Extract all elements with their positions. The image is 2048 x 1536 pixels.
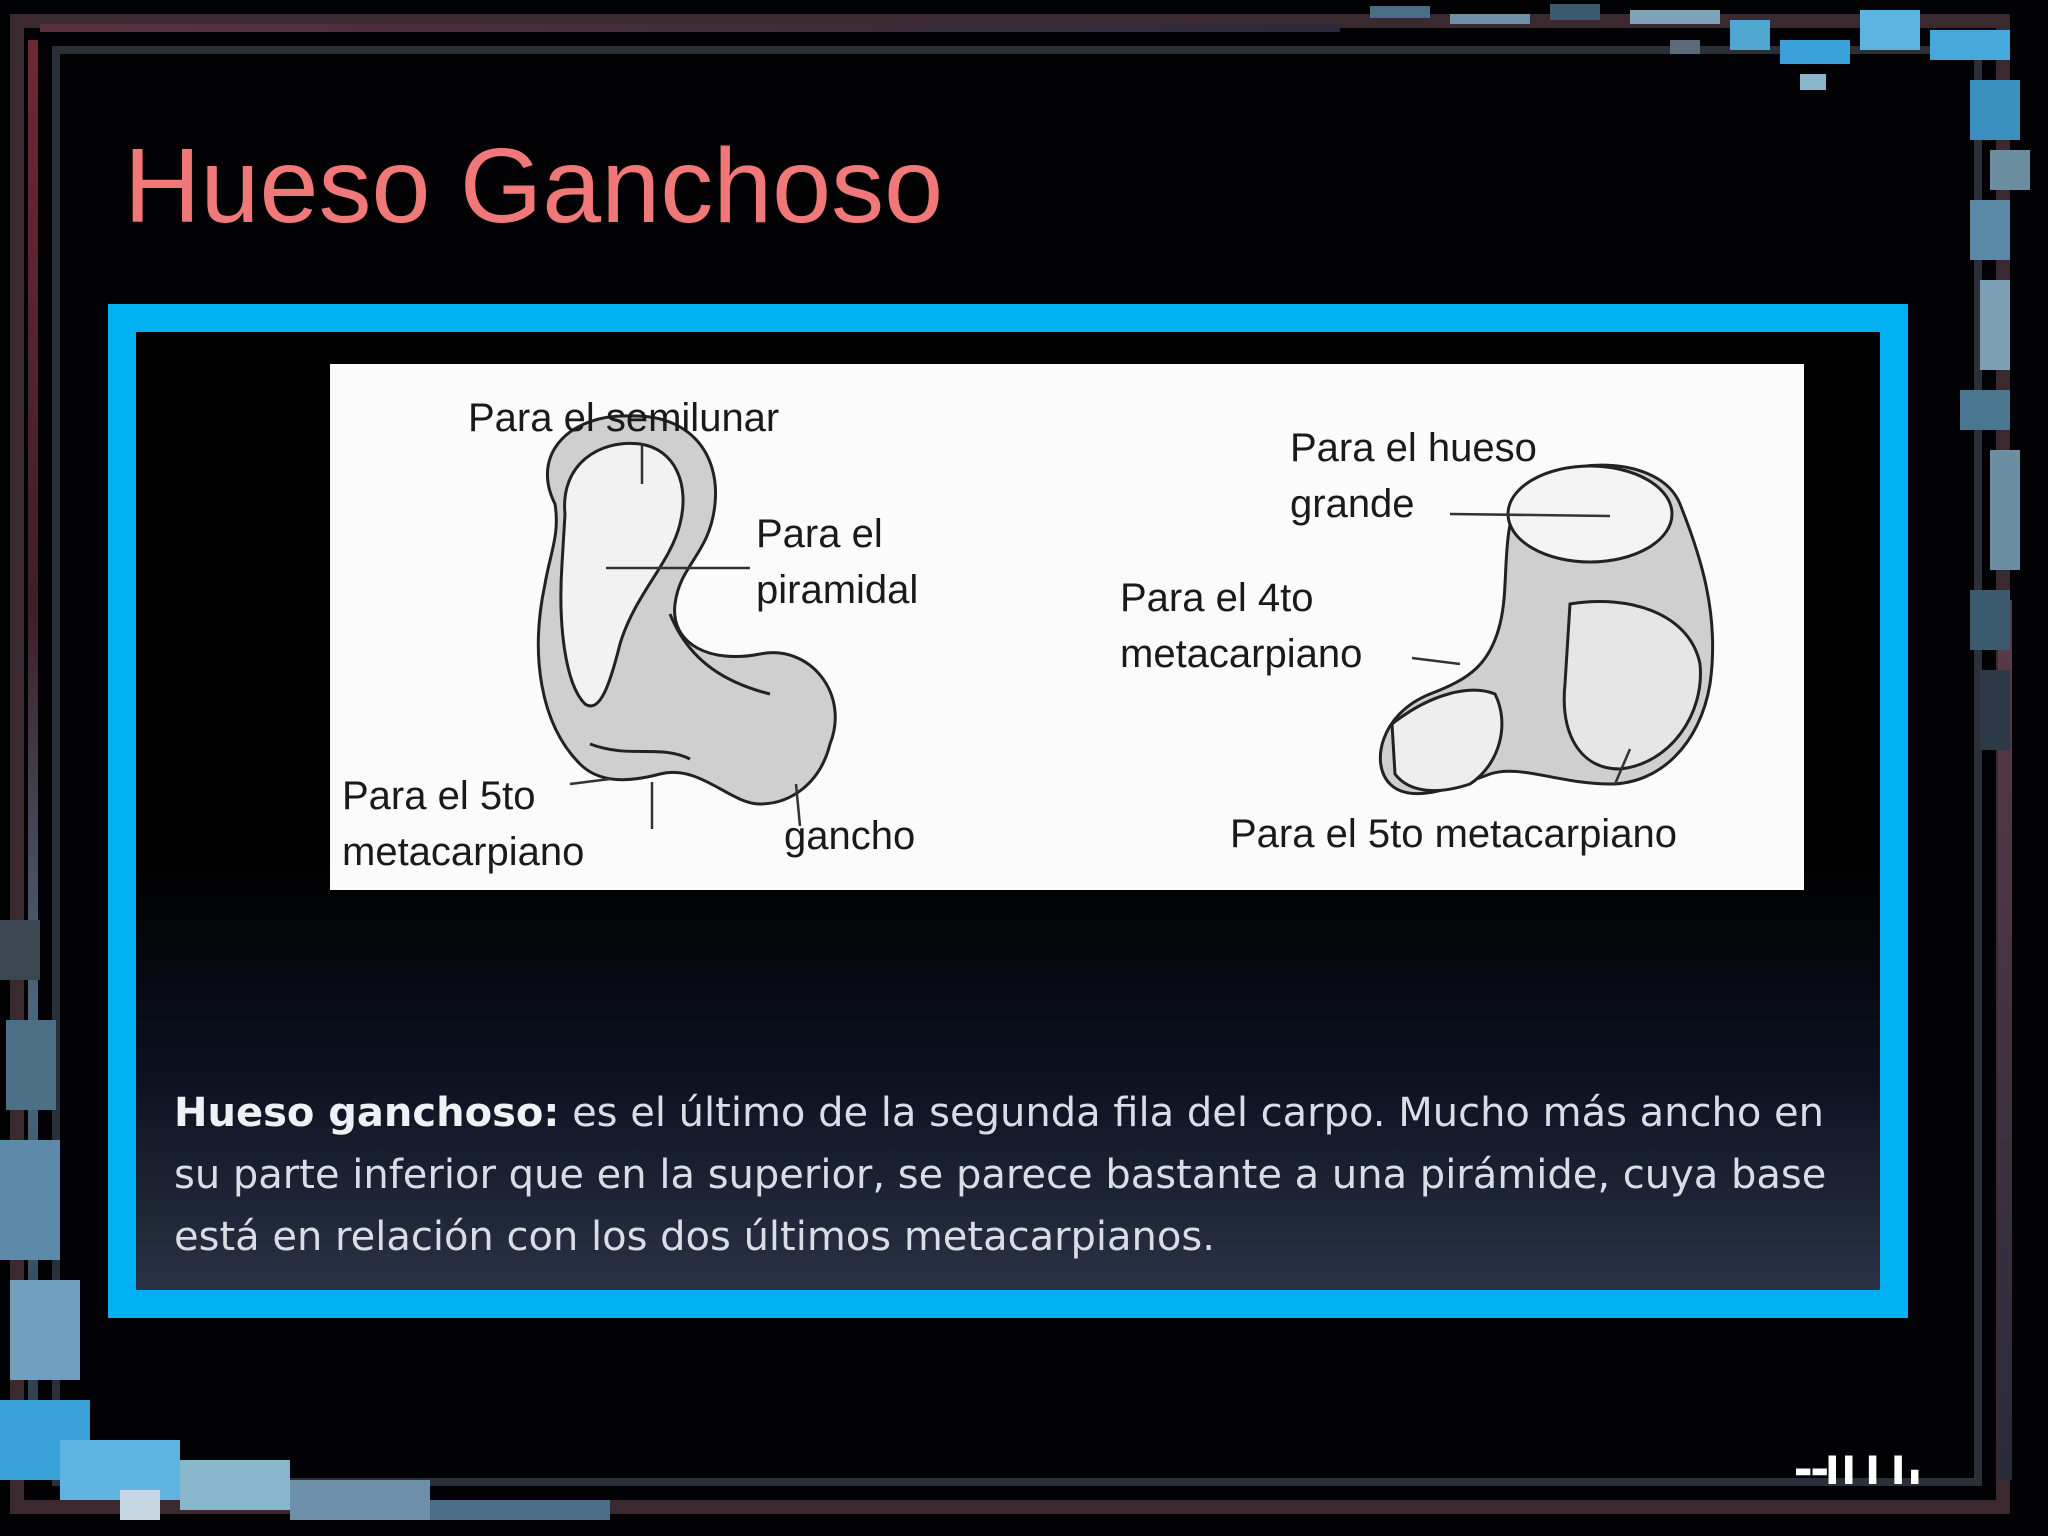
label-para-el-piramidal-line1: Para el [756, 512, 883, 556]
description-term: Hueso ganchoso: [174, 1090, 560, 1136]
description-text: es el último de la segunda fila del carpo. Mucho más ancho en su parte inferior que en la superior, se parece bastante a una pirámide, cuya base está en relación con los dos últimos metacarpianos. [174, 1090, 1827, 1260]
description-paragraph [174, 1082, 1874, 1268]
slide-title: Hueso Ganchoso [124, 127, 944, 245]
label-para-el-4to-line2: metacarpiano [1120, 632, 1363, 676]
label-para-el-5to-metacarpiano: Para el 5to metacarpiano [1230, 812, 1677, 856]
footer-logo: ▬▬▌▌▐ ▌▖ [1796, 1456, 1928, 1484]
decorative-stripe-top [40, 24, 1340, 32]
label-para-el-5to-line1: Para el 5to [342, 774, 536, 818]
label-para-el-hueso-grande-line1: Para el hueso [1290, 426, 1537, 470]
label-para-el-4to-line1: Para el 4to [1120, 576, 1314, 620]
anatomy-figure [330, 364, 1804, 890]
decorative-edge-right [1950, 200, 2048, 760]
label-gancho: gancho [784, 814, 916, 858]
label-para-el-5to-line2: metacarpiano [342, 830, 585, 874]
label-para-el-piramidal-line2: piramidal [756, 568, 919, 612]
label-para-el-hueso-grande-line2: grande [1290, 482, 1415, 526]
decorative-corner-top-right [1330, 0, 2048, 200]
label-para-el-semilunar: Para el semilunar [468, 396, 780, 440]
